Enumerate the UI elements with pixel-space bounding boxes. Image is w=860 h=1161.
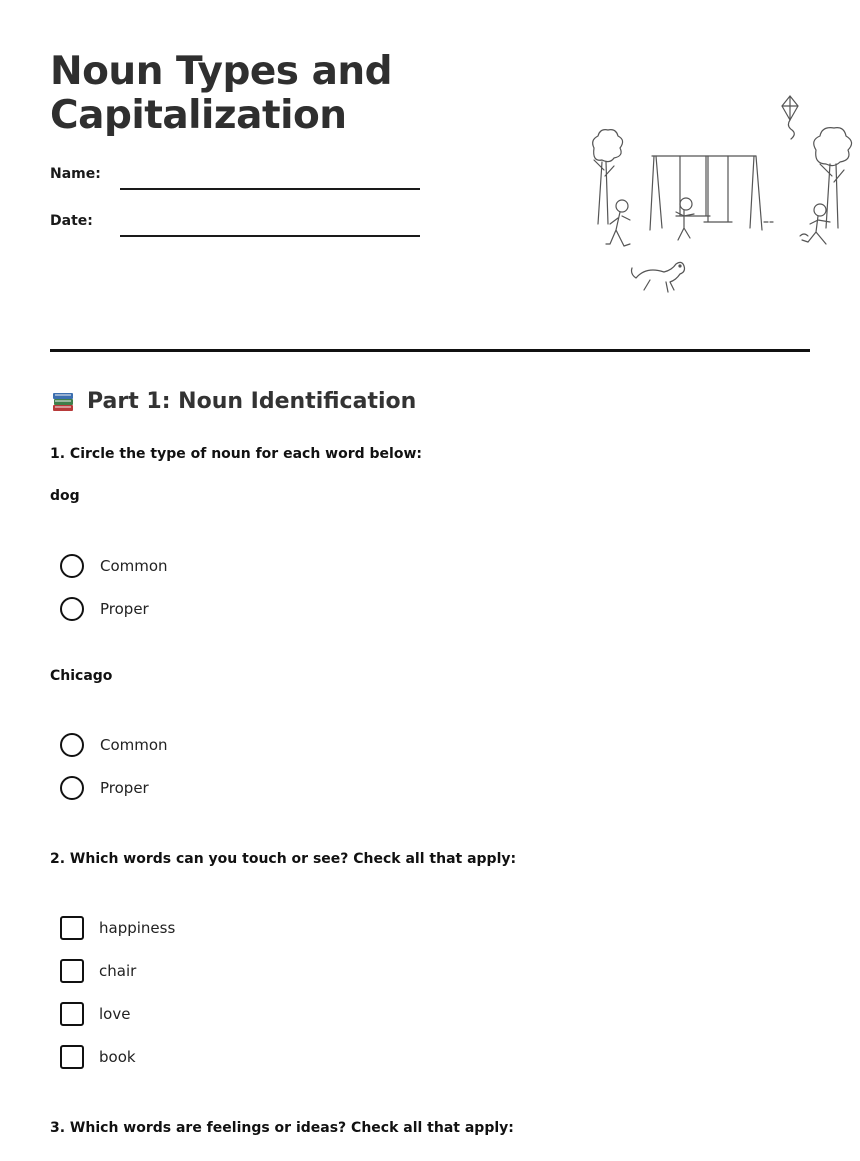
name-line[interactable]	[120, 188, 420, 190]
radio-button[interactable]	[60, 733, 84, 757]
option-label: Common	[100, 736, 168, 754]
worksheet-title: Noun Types and Capitalization	[50, 49, 393, 138]
kite-icon	[782, 96, 798, 139]
dog-icon	[632, 262, 685, 292]
radio-button[interactable]	[60, 554, 84, 578]
header-divider	[50, 349, 810, 352]
worksheet-header	[50, 50, 810, 310]
radio-button[interactable]	[60, 776, 84, 800]
tree-right-icon	[814, 128, 852, 228]
checkbox-book[interactable]	[60, 1044, 136, 1070]
word-chicago: Chicago	[50, 668, 113, 684]
checkbox[interactable]	[60, 959, 84, 983]
question-3-prompt: 3. Which words are feelings or ideas? Check all that apply:	[50, 1120, 514, 1136]
option-label: love	[99, 1005, 131, 1023]
option-label: chair	[99, 962, 137, 980]
section-title-part-1	[50, 388, 416, 414]
swing-set-icon	[650, 156, 773, 230]
checkbox[interactable]	[60, 916, 84, 940]
books-icon	[50, 388, 76, 414]
option-chicago-common[interactable]	[60, 732, 168, 758]
option-chicago-proper[interactable]	[60, 775, 149, 801]
child-running-icon	[606, 200, 630, 246]
date-label: Date:	[50, 213, 93, 229]
child-swinging-icon	[676, 198, 694, 240]
checkbox-happiness[interactable]	[60, 915, 175, 941]
option-label: Common	[100, 557, 168, 575]
name-field[interactable]	[50, 166, 420, 190]
word-dog: dog	[50, 488, 80, 504]
question-1-prompt: 1. Circle the type of noun for each word below:	[50, 446, 422, 462]
question-2-prompt: 2. Which words can you touch or see? Check all that apply:	[50, 851, 517, 867]
option-label: happiness	[99, 919, 176, 937]
playground-illustration	[580, 90, 860, 300]
child-right-icon	[800, 204, 830, 244]
option-label: Proper	[100, 600, 149, 618]
option-dog-common[interactable]	[60, 553, 168, 579]
checkbox-chair[interactable]	[60, 958, 136, 984]
date-line[interactable]	[120, 235, 420, 237]
checkbox[interactable]	[60, 1002, 84, 1026]
radio-button[interactable]	[60, 597, 84, 621]
option-dog-proper[interactable]	[60, 596, 149, 622]
section-title-text: Part 1: Noun Identification	[87, 388, 417, 414]
checkbox[interactable]	[60, 1045, 84, 1069]
date-field[interactable]	[50, 213, 420, 237]
name-label: Name:	[50, 166, 101, 182]
checkbox-love[interactable]	[60, 1001, 130, 1027]
option-label: book	[99, 1048, 136, 1066]
option-label: Proper	[100, 779, 149, 797]
